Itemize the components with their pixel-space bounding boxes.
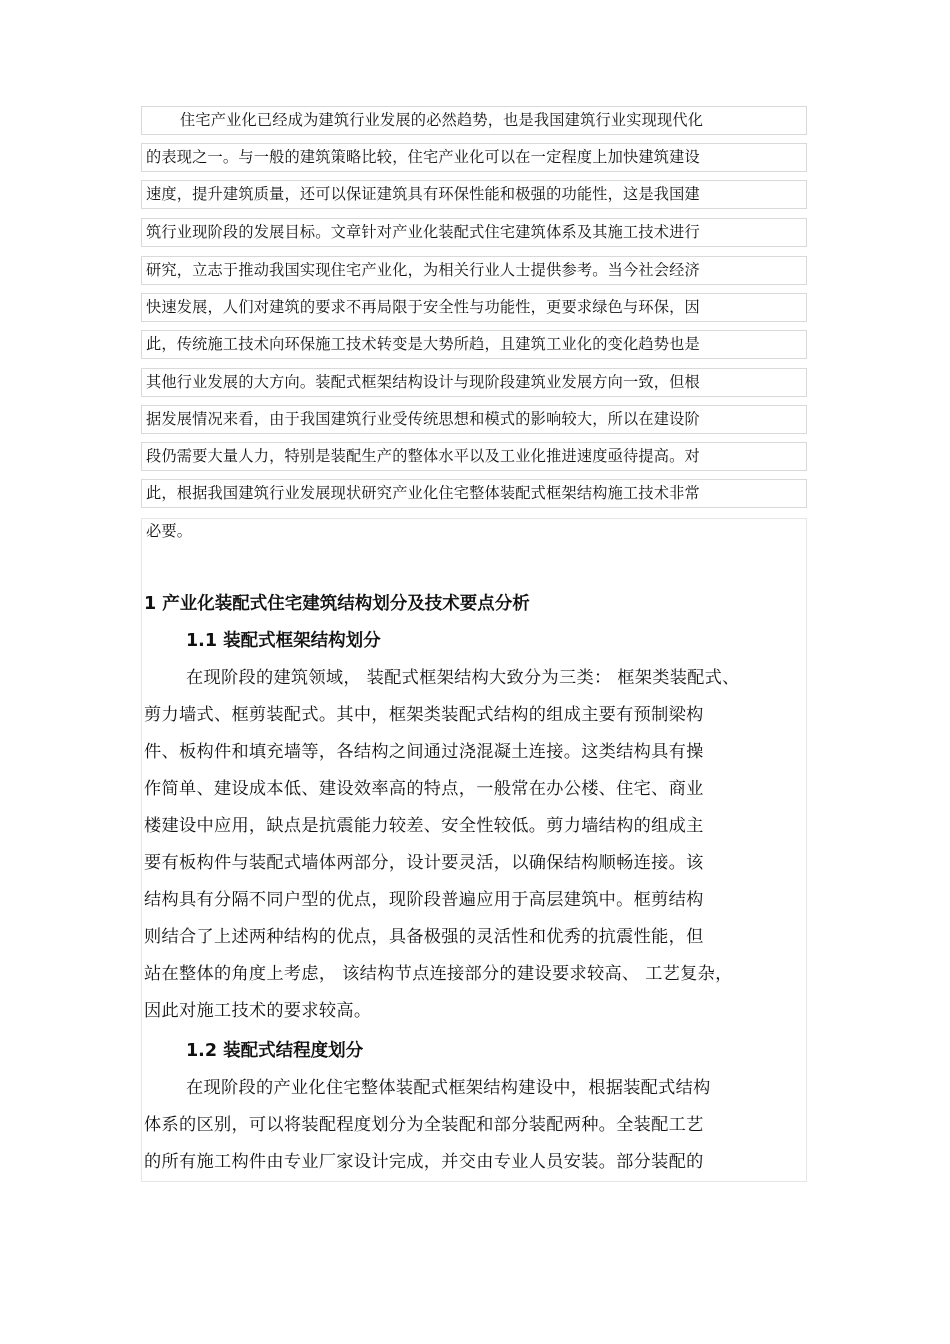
- intro-line: 筑行业现阶段的发展目标。文章针对产业化装配式住宅建筑体系及其施工技术进行: [146, 223, 700, 241]
- body-line: 楼建设中应用，缺点是抗震能力较差、安全性较低。剪力墙结构的组成主: [144, 816, 704, 836]
- intro-line: 据发展情况来看，由于我国建筑行业受传统思想和模式的影响较大，所以在建设阶: [146, 410, 700, 428]
- body-line: 在现阶段的建筑领域， 装配式框架结构大致分为三类： 框架类装配式、: [186, 668, 740, 688]
- body-line: 要有板构件与装配式墙体两部分，设计要灵活，以确保结构顺畅连接。该: [144, 853, 704, 873]
- intro-line: 的表现之一。与一般的建筑策略比较，住宅产业化可以在一定程度上加快建筑建设: [146, 148, 700, 166]
- intro-line: 快速发展，人们对建筑的要求不再局限于安全性与功能性，更要求绿色与环保，因: [146, 298, 700, 316]
- intro-line: 住宅产业化已经成为建筑行业发展的必然趋势，也是我国建筑行业实现现代化: [180, 111, 704, 129]
- body-line: 的所有施工构件由专业厂家设计完成，并交由专业人员安装。部分装配的: [144, 1152, 704, 1172]
- body-line: 体系的区别，可以将装配程度划分为全装配和部分装配两种。全装配工艺: [144, 1115, 704, 1135]
- section-heading: 1 产业化装配式住宅建筑结构划分及技术要点分析: [144, 594, 530, 614]
- intro-line: 其他行业发展的大方向。装配式框架结构设计与现阶段建筑业发展方向一致，但根: [146, 373, 700, 391]
- intro-line: 段仍需要大量人力，特别是装配生产的整体水平以及工业化推进速度亟待提高。对: [146, 447, 700, 465]
- body-line: 作简单、建设成本低、建设效率高的特点，一般常在办公楼、住宅、商业: [144, 779, 704, 799]
- intro-line: 速度，提升建筑质量，还可以保证建筑具有环保性能和极强的功能性，这是我国建: [146, 185, 700, 203]
- body-line: 在现阶段的产业化住宅整体装配式框架结构建设中，根据装配式结构: [186, 1078, 711, 1098]
- body-line: 则结合了上述两种结构的优点，具备极强的灵活性和优秀的抗震性能，但: [144, 927, 704, 947]
- subsection-heading: 1.2 装配式结程度划分: [186, 1041, 364, 1061]
- intro-line: 研究，立志于推动我国实现住宅产业化，为相关行业人士提供参考。当今社会经济: [146, 261, 700, 279]
- body-line: 结构具有分隔不同户型的优点，现阶段普遍应用于高层建筑中。框剪结构: [144, 890, 704, 910]
- body-line: 因此对施工技术的要求较高。: [144, 1001, 372, 1021]
- body-line: 站在整体的角度上考虑， 该结构节点连接部分的建设要求较高、 工艺复杂，: [144, 964, 733, 984]
- intro-line: 必要。: [146, 522, 193, 540]
- intro-line: 此，传统施工技术向环保施工技术转变是大势所趋，且建筑工业化的变化趋势也是: [146, 335, 700, 353]
- intro-line: 此，根据我国建筑行业发展现状研究产业化住宅整体装配式框架结构施工技术非常: [146, 484, 700, 502]
- body-line: 剪力墙式、框剪装配式。其中，框架类装配式结构的组成主要有预制梁构: [144, 705, 704, 725]
- subsection-heading: 1.1 装配式框架结构划分: [186, 631, 381, 651]
- body-line: 件、板构件和填充墙等，各结构之间通过浇混凝土连接。这类结构具有操: [144, 742, 704, 762]
